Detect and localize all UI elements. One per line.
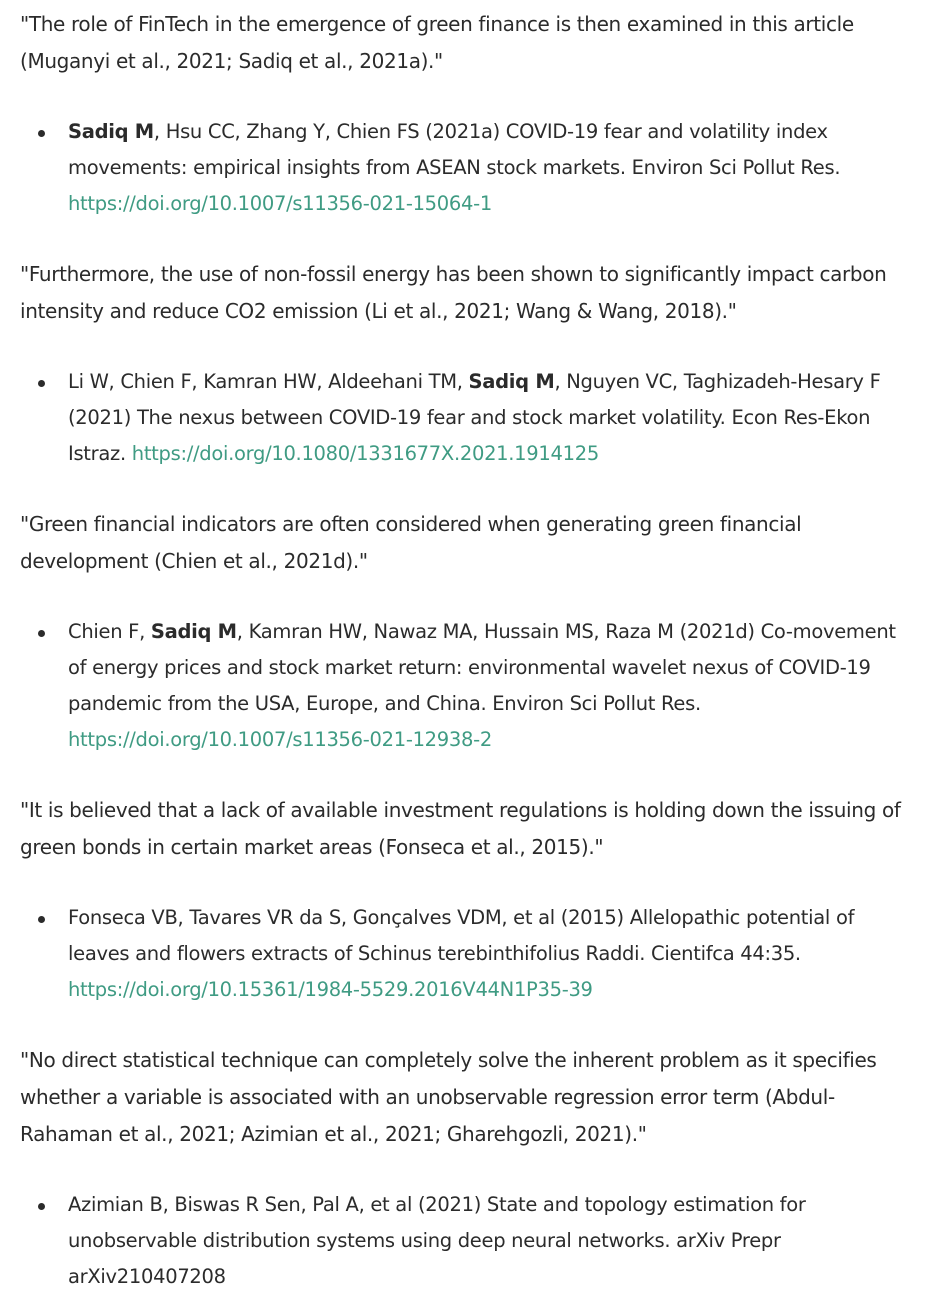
- reference-text-pre: Fonseca VB, Tavares VR da S, Gonçalves VDM, et al (2015) Allelopathic potential of leaves and flowers extracts of Schinus terebinthifolius Raddi. Cientifca 44:35.: [68, 906, 855, 965]
- bullet-icon: [38, 916, 45, 923]
- reference-author-highlight: Sadiq M: [150, 620, 237, 643]
- reference-author-highlight: Sadiq M: [468, 370, 555, 393]
- quote-paragraph: "It is believed that a lack of available investment regulations is holding down the issuing of green bonds in certain market areas (Fonseca et al., 2015).": [20, 798, 901, 859]
- reference-text-post: , Hsu CC, Zhang Y, Chien FS (2021a) COVID-19 fear and volatility index movements: empirical insights from ASEAN stock markets. Environ Sci Pollut Res.: [68, 120, 841, 179]
- reference-text-post: , Kamran HW, Nawaz MA, Hussain MS, Raza M (2021d) Co-movement of energy prices and stock market return: environmental wavelet nexus of COVID-19 pandemic from the USA, Europe, and China. Environ Sci Pollut Res.: [68, 620, 896, 715]
- reference-list: [20, 364, 930, 472]
- reference-author-highlight: Sadiq M: [68, 120, 154, 143]
- reference-text-pre: Azimian B, Biswas R Sen, Pal A, et al (2021) State and topology estimation for unobservable distribution systems using deep neural networks. arXiv Prepr arXiv210407208: [68, 1193, 806, 1288]
- reference-item: [68, 900, 918, 1008]
- reference-item: [68, 614, 918, 758]
- reference-text-pre: Li W, Chien F, Kamran HW, Aldeehani TM,: [68, 370, 469, 393]
- doi-link[interactable]: https://doi.org/10.1007/s11356-021-15064-1: [68, 192, 492, 215]
- quote-paragraph: "Furthermore, the use of non-fossil energy has been shown to significantly impact carbon intensity and reduce CO2 emission (Li et al., 2021; Wang & Wang, 2018).": [20, 262, 887, 323]
- bullet-icon: [38, 630, 45, 637]
- quote-paragraph: "The role of FinTech in the emergence of green finance is then examined in this article (Muganyi et al., 2021; Sadiq et al., 2021a).": [20, 12, 854, 73]
- reference-item: [68, 1187, 918, 1295]
- bullet-icon: [38, 1203, 45, 1210]
- reference-list: [20, 114, 930, 222]
- quote-paragraph: "No direct statistical technique can completely solve the inherent problem as it specifies whether a variable is associated with an unobservable regression error term (Abdul-Rahaman et al., 2021; Azimian et al., 2021; Gharehgozli, 2021).": [20, 1048, 877, 1146]
- bullet-icon: [38, 130, 45, 137]
- bullet-icon: [38, 380, 45, 387]
- doi-link[interactable]: https://doi.org/10.1080/1331677X.2021.1914125: [131, 442, 599, 465]
- reference-list: [20, 1187, 930, 1295]
- reference-item: [68, 364, 918, 472]
- doi-link[interactable]: https://doi.org/10.1007/s11356-021-12938-2: [68, 728, 492, 751]
- reference-text-pre: Chien F,: [68, 620, 151, 643]
- doi-link[interactable]: https://doi.org/10.15361/1984-5529.2016V44N1P35-39: [68, 978, 593, 1001]
- reference-text-post: , Nguyen VC, Taghizadeh-Hesary F (2021) The nexus between COVID-19 fear and stock market volatility. Econ Res-Ekon Istraz.: [68, 370, 881, 465]
- quote-paragraph: "Green financial indicators are often considered when generating green financial development (Chien et al., 2021d).": [20, 512, 802, 573]
- reference-list: [20, 614, 930, 758]
- reference-item: [68, 114, 918, 222]
- reference-list: [20, 900, 930, 1008]
